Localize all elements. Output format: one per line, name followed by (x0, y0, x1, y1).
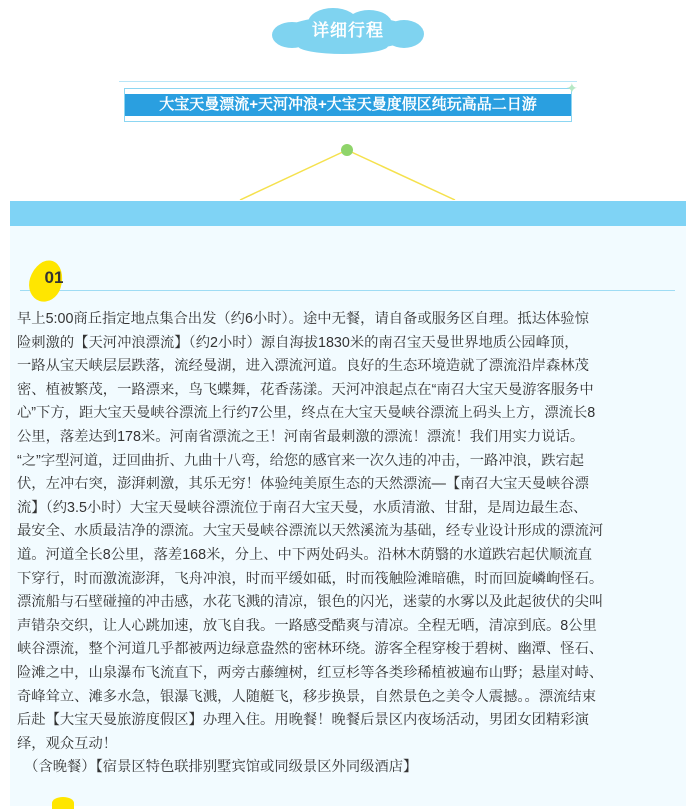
description-line: 险刺激的【天河冲浪漂流】（约2小时）源自海拔1830米的南召宝天曼世界地质公园峰顶， (17, 334, 579, 351)
description-line: 密、植被繁茂，一路漂来，鸟飞蝶舞，花香荡漾。天河冲浪起点在“南召大宝天曼游客服务中 (17, 381, 594, 398)
description-line: 下穿行，时而激流澎湃，飞舟冲浪，时而平缓如砥，时而筏触险滩暗礁，时而回旋嶙峋怪石。 (17, 570, 604, 587)
description-line: 心”下方，距大宝天曼峡谷漂流上行约7公里，终点在大宝天曼峡谷漂流上码头上方，漂流长8 (17, 405, 596, 422)
day-description (17, 308, 681, 780)
description-line: 公里，落差达到178米。河南省漂流之王！河南省最刺激的漂流！漂流！我们用实力说话。 (17, 428, 585, 445)
description-line: 险滩之中，山泉瀑布飞流直下，两旁古藤缠树，红豆杉等各类珍稀植被遍布山野；悬崖对峙、 (17, 664, 604, 681)
description-line: 绎，观众互动！ (17, 735, 118, 752)
description-line: 最安全、水质最洁净的漂流。大宝天曼峡谷漂流以天然溪流为基础，经专业设计形成的漂流河 (17, 523, 604, 540)
section-badge-label: 详细行程 (312, 21, 384, 40)
next-day-blob (52, 797, 74, 809)
section-top-band (10, 201, 686, 226)
description-line: 峡谷漂流，整个河道几乎都被两边绿意盎然的密林环绕。游客全程穿梭于碧树、幽潭、怪石、 (17, 641, 604, 658)
sparkle-icon: ✦ (566, 80, 578, 96)
description-line: 道。河道全长8公里，落差168米，分上、中下两处码头。沿林木荫翳的水道跌宕起伏顺流直 (17, 546, 593, 563)
description-line: 后赴【大宝天曼旅游度假区】办理入住。用晚餐！晚餐后景区内夜场活动，男团女团精彩演 (17, 712, 589, 729)
description-line: （含晚餐）【宿景区特色联排别墅宾馆或同级景区外同级酒店】 (17, 759, 418, 776)
description-line: “之”字型河道，迂回曲折、九曲十八弯，给您的感官来一次久违的冲击，一路冲浪，跌宕起 (17, 452, 585, 469)
description-line: 早上5:00商丘指定地点集合出发（约6小时）。途中无餐，请自备或服务区自理。抵达体验惊 (17, 311, 589, 327)
day-number: 01 (44, 268, 64, 287)
description-line: 流】（约3.5小时）大宝天曼峡谷漂流位于南召大宝天曼，水质清澈、甘甜，是周边最生态、 (17, 499, 588, 516)
description-line: 一路从宝天峡层层跌落，流经曼湖，进入漂流河道。良好的生态环境造就了漂流沿岸森林茂 (17, 358, 589, 375)
description-line: 漂流船与石壁碰撞的冲击感，水花飞溅的清凉，银色的闪光，迷蒙的水雾以及此起彼伏的尖叫 (17, 594, 604, 611)
title-frame (124, 88, 572, 122)
tour-title: 大宝天曼漂流+天河冲浪+大宝天曼度假区纯玩高品二日游 (125, 94, 571, 116)
day-divider (20, 290, 675, 291)
description-line: 声错杂交织，让人心跳加速，放飞自我。一路感受酷爽与清凉。全程无晒，清凉到底。8公里 (17, 617, 597, 634)
description-line: 奇峰耸立、滩多水急，银瀑飞溅，人随艇飞，移步换景，自然景色之美令人震撼。。漂流结束 (17, 688, 597, 705)
description-line: 伏，左冲右突，澎湃刺激，其乐无穷！体验纯美原生态的天然漂流—【南召大宝天曼峡谷漂 (17, 476, 589, 493)
section-badge (268, 2, 428, 64)
